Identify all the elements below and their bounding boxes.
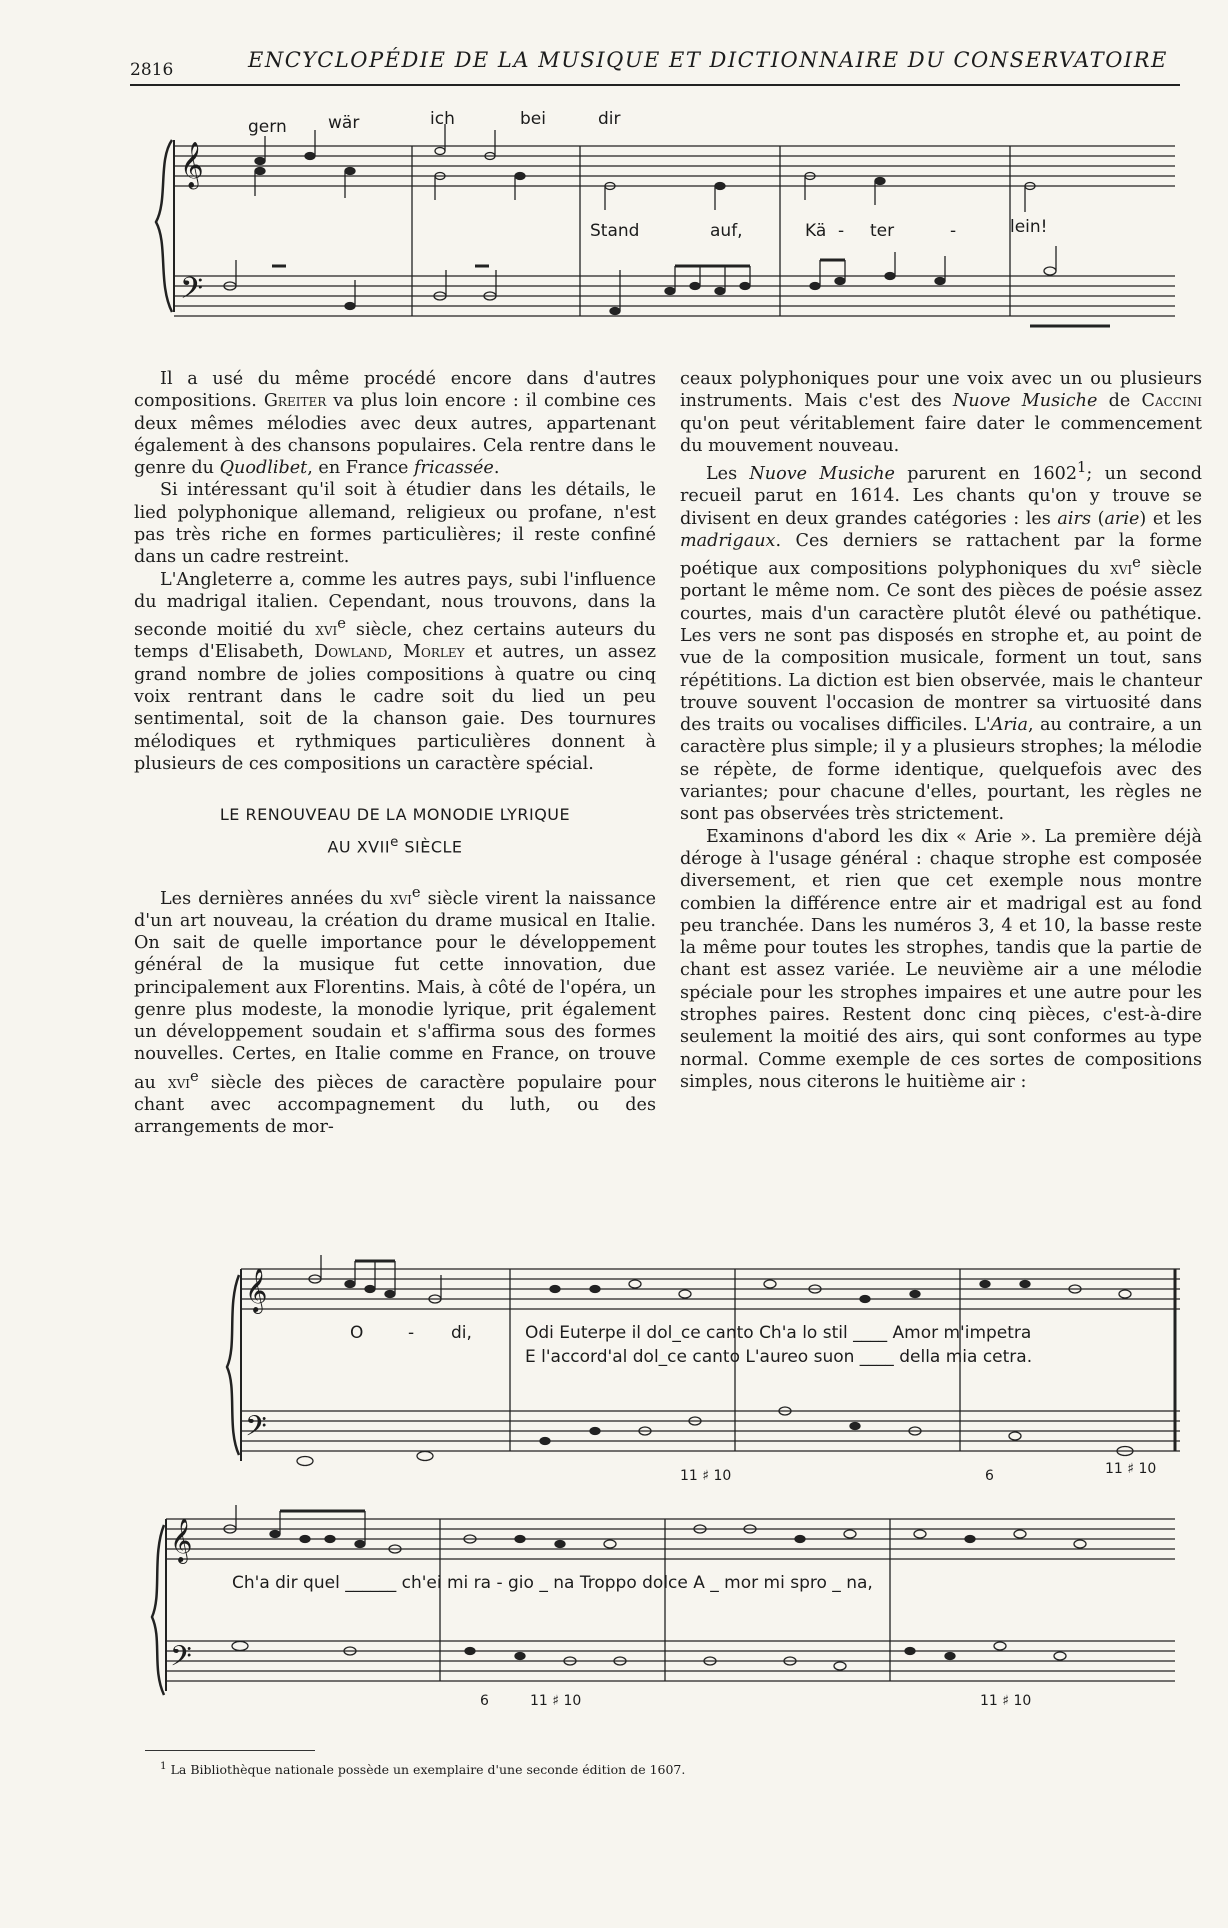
lyric-word: gern bbox=[248, 117, 287, 137]
lyric-word: ter bbox=[870, 221, 895, 241]
svg-text:𝄢: 𝄢 bbox=[170, 1640, 192, 1680]
paragraph: L'Angleterre a, comme les autres pays, subi l'influence du madrigal italien. Cependant, nous trouvons, dans la seconde moitié du xvi$^e$ siècle, chez certains auteurs du temps d'Elisabeth, Dowland, Morley et autres, un assez grand nombre de jolies compositions à quatre ou cinq voix rentrant dans le cadre soit du lied un peu sentimental, soit de la chanson gaie. Des tournures mélodiques et rythmiques particulières donnent à plusieurs de ces compositions un caractère spécial. bbox=[134, 569, 657, 774]
footnote bbox=[160, 1760, 685, 1777]
figured-bass: 11 ♯ 10 bbox=[680, 1468, 732, 1484]
footnote-mark: 1 bbox=[160, 1760, 167, 1772]
lyric-word: dir bbox=[598, 109, 621, 129]
svg-text:𝄞: 𝄞 bbox=[170, 1518, 193, 1562]
lyric-word: bei bbox=[520, 109, 546, 129]
author-name: Dowland bbox=[314, 642, 388, 663]
lyric-word: wär bbox=[328, 113, 360, 133]
figured-bass: 6 bbox=[480, 1693, 489, 1709]
paragraph: Les Nuove Musiche parurent en 1602$^1$; un second recueil parut en 1614. Les chants qu'on y trouve se divisent en deux grandes catégories : les airs (arie) et les madrigaux. Ces derniers se rattachent par la forme poétique aux compositions polyphoniques du xvi$^e$ siècle portant le même nom. Ce sont des pièces de poésie assez courtes, mais d'un caractère plutôt élevé ou pathétique. Les vers ne sont pas disposés en strophe et, au point de vue de la composition musicale, forment un tout, sans répétitions. La diction est bien observée, mais le chanteur trouve souvent l'occasion de montrer sa virtuosité dans des traits ou vocalises difficiles. L'Aria, au contraire, a un caractère plus simple; il y a plusieurs strophes; la mélodie se répète, de forme identique, quelquefois avec des variantes; pour chacune d'elles, pourtant, les règles ne sont pas observées très strictement. bbox=[680, 459, 1203, 825]
lyric-word: auf, bbox=[710, 221, 743, 241]
lyric-word: - bbox=[838, 221, 845, 241]
footnote-text: La Bibliothèque nationale possède un exemplaire d'une seconde édition de 1607. bbox=[170, 1762, 686, 1778]
section-heading: LE RENOUVEAU DE LA MONODIE LYRIQUE AU XVIIe SIÈCLE bbox=[219, 805, 571, 857]
lyric-line: E l'accord'al dol_ce canto L'aureo suon ____ della mia cetra. bbox=[525, 1347, 1033, 1367]
page-header bbox=[130, 44, 1180, 86]
left-column bbox=[134, 368, 656, 1139]
paragraph: Si intéressant qu'il soit à étudier dans les détails, le lied polyphonique allemand, religieux ou profane, n'est pas très riche en formes particulières; il reste confiné dans un cadre restreint. bbox=[134, 480, 656, 568]
right-column bbox=[680, 368, 1202, 1093]
figured-bass: 11 ♯ 10 bbox=[980, 1693, 1032, 1709]
music-example-bottom bbox=[150, 1505, 1180, 1710]
author-name: Greiter bbox=[263, 391, 327, 412]
lyric-word: - bbox=[950, 221, 957, 241]
svg-text:𝄞: 𝄞 bbox=[245, 1268, 268, 1312]
paragraph: Les dernières années du xvi$^e$ siècle virent la naissance d'un art nouveau, la création du drame musical en Italie. On sait de quelle importance pour le développement général de la musique fut cette innovation, due principalement aux Florentins. Mais, à côté de l'opéra, un genre plus modeste, la monodie lyrique, prit également un développement soudain et s'affirma sous des formes nouvelles. Certes, en Italie comme en France, on trouve au xvi$^e$ siècle des pièces de caractère populaire pour chant avec accompagnement du luth, ou des arrangements de mor- bbox=[134, 883, 657, 1138]
music-example-top bbox=[150, 100, 1180, 340]
author-name: Caccini bbox=[1141, 391, 1202, 412]
paragraph: Examinons d'abord les dix « Arie ». La première déjà déroge à l'usage général : chaque strophe est composée diversement, et rien que cet exemple nous montre combien la différence entre air et madrigal est au fond peu tranchée. Dans les numéros 3, 4 et 10, la basse reste la même pour toutes les strophes, tandis que la partie de chant est assez variée. Le neuvième air a une mélodie spéciale pour les strophes impaires et une autre pour les strophes paires. Restent donc cinq pièces, c'est-à-dire seulement la moitié des airs, qui sont conformes au type normal. Comme exemple de ces sortes de compositions simples, nous citerons le huitième air : bbox=[680, 826, 1202, 1092]
paragraph: ceaux polyphoniques pour une voix avec un ou plusieurs instruments. Mais c'est des Nuove Musiche de Caccini qu'on peut véritablement faire dater le commencement du mouvement nouveau. bbox=[680, 369, 1202, 456]
lyric-word: Stand bbox=[590, 221, 640, 241]
lyric-line: Ch'a dir quel ______ ch'ei mi ra - gio _ na Troppo dolce A _ mor mi spro _ na, bbox=[232, 1573, 873, 1593]
lyric-word: di, bbox=[451, 1323, 472, 1343]
footnote-divider bbox=[145, 1750, 315, 1751]
lyric-word: O bbox=[350, 1323, 364, 1343]
lyric-word: - bbox=[408, 1323, 415, 1343]
footnote-ref: 1 bbox=[1077, 459, 1087, 477]
lyric-word: Kä bbox=[805, 221, 827, 241]
music-example-middle bbox=[225, 1255, 1185, 1484]
figured-bass: 11 ♯ 10 bbox=[1105, 1461, 1157, 1477]
page-number: 2816 bbox=[130, 60, 174, 80]
lyric-word: ich bbox=[430, 109, 455, 129]
svg-text:𝄢: 𝄢 bbox=[180, 272, 204, 313]
svg-text:𝄞: 𝄞 bbox=[180, 142, 204, 188]
running-title: ENCYCLOPÉDIE DE LA MUSIQUE ET DICTIONNAIRE DU CONSERVATOIRE bbox=[248, 48, 1168, 72]
author-name: Morley bbox=[403, 642, 465, 663]
paragraph: Il a usé du même procédé encore dans d'autres compositions. Greiter va plus loin encore : il combine ces deux mêmes mélodies avec deux autres, appartenant également à des chansons populaires. Cela rentre dans le genre du Quodlibet, en France fricassée. bbox=[134, 369, 657, 479]
figured-bass: 6 bbox=[985, 1468, 994, 1484]
lyric-line: Odi Euterpe il dol_ce canto Ch'a lo stil ____ Amor m'impetra bbox=[525, 1323, 1032, 1343]
figured-bass: 11 ♯ 10 bbox=[530, 1693, 582, 1709]
svg-text:𝄢: 𝄢 bbox=[245, 1410, 267, 1450]
lyric-word: lein! bbox=[1010, 217, 1048, 237]
